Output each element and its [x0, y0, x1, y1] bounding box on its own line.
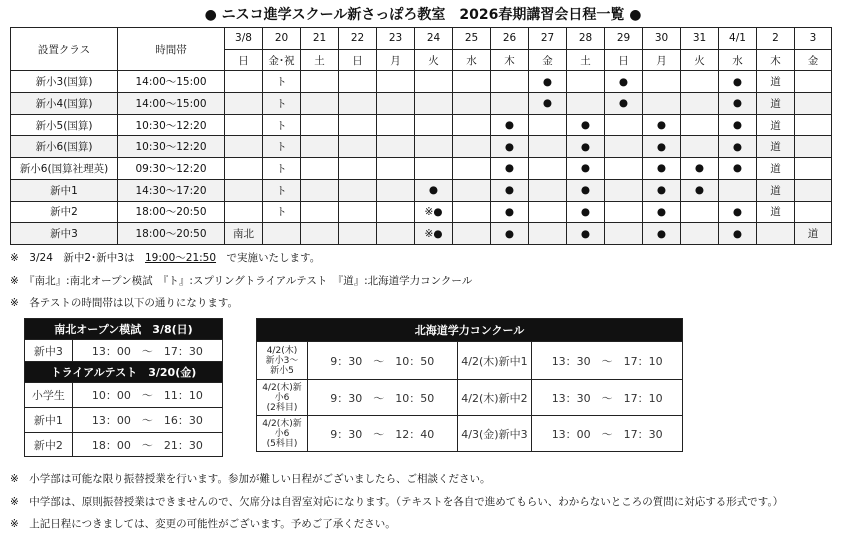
test-mark: ト: [263, 71, 301, 93]
test-mark: ト: [263, 158, 301, 180]
empty-cell: [605, 201, 643, 223]
header-date: 31: [681, 28, 719, 50]
time-cell: 13：30 ～ 17：10: [532, 380, 683, 416]
class-cell: 新小4(国算): [11, 93, 118, 115]
grade-date-line: 新小3～: [265, 355, 299, 366]
note-text: ※ 3/24 新中2･新中3は: [10, 252, 145, 264]
empty-cell: [605, 114, 643, 136]
grade-date-line: 小6: [274, 392, 290, 403]
empty-cell: [453, 136, 491, 158]
header-date: 21: [301, 28, 339, 50]
empty-cell: [415, 93, 453, 115]
empty-cell: [643, 93, 681, 115]
session-dot: ●: [643, 223, 681, 245]
class-cell: 新小6(国算社理英): [11, 158, 118, 180]
time-cell: 13：30 ～ 17：10: [532, 342, 683, 380]
note-elementary: ※ 小学部は可能な限り振替授業を行います。参加が難しい日程がございましたら、ご相談ください。: [10, 473, 491, 485]
grade-date-cell: [257, 416, 308, 452]
session-dot: ●: [491, 223, 529, 245]
header-date: 2: [757, 28, 795, 50]
header-weekday: 月: [643, 49, 681, 71]
header-date: 25: [453, 28, 491, 50]
note-change: ※ 上記日程につきましては、変更の可能性がございます。予めご了承ください。: [10, 518, 396, 530]
session-dot: ●: [529, 93, 567, 115]
test-mark: 道: [757, 158, 795, 180]
empty-cell: [681, 201, 719, 223]
empty-cell: [795, 114, 832, 136]
table-row: [11, 179, 832, 201]
session-dot: ●: [719, 136, 757, 158]
class-cell: 新中3: [11, 223, 118, 245]
table-row: [11, 71, 832, 93]
empty-cell: [377, 223, 415, 245]
empty-cell: [719, 179, 757, 201]
time-cell: 10:30～12:20: [118, 114, 225, 136]
empty-cell: [529, 158, 567, 180]
grade-date-cell: [257, 380, 308, 416]
empty-cell: [605, 223, 643, 245]
note-time-underlined: 19:00～21:50: [145, 252, 217, 264]
empty-cell: [681, 93, 719, 115]
header-weekday: 日: [339, 49, 377, 71]
doucon-header: 北海道学力コンクール: [257, 319, 683, 342]
time-cell: 18：00 ～ 21：30: [72, 433, 222, 457]
header-weekday: 火: [415, 49, 453, 71]
nanboku-trial-table: [24, 318, 223, 457]
empty-cell: [415, 136, 453, 158]
grade-date-cell: 4/3(金)新中3: [457, 416, 532, 452]
grade-cell: 新中2: [25, 433, 73, 457]
empty-cell: [301, 223, 339, 245]
empty-cell: [225, 93, 263, 115]
grade-date-line: (5科目): [266, 438, 298, 449]
session-dot: ●: [719, 223, 757, 245]
session-dot: ●: [491, 114, 529, 136]
empty-cell: [225, 179, 263, 201]
session-dot: ●: [567, 223, 605, 245]
empty-cell: [301, 136, 339, 158]
session-dot: ●: [491, 136, 529, 158]
empty-cell: [491, 93, 529, 115]
session-dot: ●: [567, 114, 605, 136]
header-date: 22: [339, 28, 377, 50]
header-weekday: 木: [491, 49, 529, 71]
header-time: 時間帯: [118, 28, 225, 71]
empty-cell: [453, 71, 491, 93]
empty-cell: [529, 114, 567, 136]
session-dot: ●: [415, 179, 453, 201]
time-cell: 18:00～20:50: [118, 223, 225, 245]
session-dot: ●: [567, 158, 605, 180]
note-legend: ※ 『南北』:南北オープン模試 『ト』:スプリングトライアルテスト 『道』:北海道学力コンクール: [10, 275, 473, 287]
time-cell: 13：00 ～ 17：30: [72, 340, 222, 362]
session-dot: ●: [567, 179, 605, 201]
empty-cell: [339, 114, 377, 136]
empty-cell: [225, 158, 263, 180]
session-dot: ●: [643, 114, 681, 136]
empty-cell: [605, 179, 643, 201]
table-row: [11, 93, 832, 115]
empty-cell: [339, 93, 377, 115]
empty-cell: [415, 114, 453, 136]
empty-cell: [301, 71, 339, 93]
header-date: 4/1: [719, 28, 757, 50]
class-cell: 新中1: [11, 179, 118, 201]
test-mark: 道: [757, 71, 795, 93]
doucon-table: [256, 318, 683, 452]
header-weekday: 日: [605, 49, 643, 71]
empty-cell: [301, 93, 339, 115]
empty-cell: [339, 158, 377, 180]
test-mark: 道: [757, 136, 795, 158]
empty-cell: [225, 114, 263, 136]
empty-cell: [415, 71, 453, 93]
empty-cell: [453, 158, 491, 180]
table-row: [11, 136, 832, 158]
session-dot: ●: [491, 201, 529, 223]
note-3-24: [10, 250, 320, 265]
session-dot: ●: [719, 71, 757, 93]
test-mark: ト: [263, 114, 301, 136]
empty-cell: [529, 136, 567, 158]
header-weekday: 金: [529, 49, 567, 71]
note-test-times: ※ 各テストの時間帯は以下の通りになります。: [10, 297, 239, 309]
test-mark: 南北: [225, 223, 263, 245]
class-cell: 新小5(国算): [11, 114, 118, 136]
time-cell: 13：00 ～ 17：30: [532, 416, 683, 452]
session-dot: ●: [567, 201, 605, 223]
grade-cell: 新中1: [25, 408, 73, 433]
time-cell: 9：30 ～ 12：40: [307, 416, 457, 452]
header-date: 23: [377, 28, 415, 50]
header-weekday: 木: [757, 49, 795, 71]
empty-cell: [681, 71, 719, 93]
empty-cell: [529, 179, 567, 201]
session-dot: ●: [681, 158, 719, 180]
grade-date-cell: 4/2(木)新中1: [457, 342, 532, 380]
empty-cell: [681, 223, 719, 245]
session-dot: ●: [719, 93, 757, 115]
header-weekday: 水: [453, 49, 491, 71]
header-weekday: 月: [377, 49, 415, 71]
grade-cell: 小学生: [25, 383, 73, 408]
test-mark: 道: [757, 93, 795, 115]
header-date: 28: [567, 28, 605, 50]
grade-date-line: (2科目): [266, 402, 298, 413]
header-weekday: 土: [301, 49, 339, 71]
empty-cell: [377, 158, 415, 180]
empty-cell: [681, 136, 719, 158]
time-cell: 13：00 ～ 16：30: [72, 408, 222, 433]
time-cell: 18:00～20:50: [118, 201, 225, 223]
empty-cell: [301, 179, 339, 201]
session-dot: ●: [643, 201, 681, 223]
grade-date-line: 新小5: [270, 365, 294, 376]
session-dot: ●: [719, 158, 757, 180]
session-dot: ●: [491, 179, 529, 201]
session-dot: ●: [719, 201, 757, 223]
table-row: [11, 114, 832, 136]
session-dot: ●: [643, 136, 681, 158]
time-cell: 14:30～17:20: [118, 179, 225, 201]
empty-cell: [415, 158, 453, 180]
header-date: 29: [605, 28, 643, 50]
empty-cell: [529, 201, 567, 223]
empty-cell: [339, 179, 377, 201]
empty-cell: [453, 179, 491, 201]
session-dot: ●: [567, 136, 605, 158]
session-dot: ●: [643, 179, 681, 201]
test-mark: 道: [795, 223, 832, 245]
empty-cell: [795, 93, 832, 115]
header-weekday: 火: [681, 49, 719, 71]
test-mark: ト: [263, 93, 301, 115]
header-weekday: 日: [225, 49, 263, 71]
empty-cell: [529, 223, 567, 245]
session-dot: ※●: [415, 223, 453, 245]
grade-cell: 新中3: [25, 340, 73, 362]
class-cell: 新小3(国算): [11, 71, 118, 93]
empty-cell: [681, 114, 719, 136]
test-mark: 道: [757, 114, 795, 136]
grade-date-line: 4/2(木)新: [262, 418, 302, 429]
session-dot: ●: [643, 158, 681, 180]
header-date: 20: [263, 28, 301, 50]
empty-cell: [339, 71, 377, 93]
empty-cell: [225, 71, 263, 93]
grade-date-cell: [257, 342, 308, 380]
empty-cell: [263, 223, 301, 245]
empty-cell: [795, 201, 832, 223]
grade-date-cell: 4/2(木)新中2: [457, 380, 532, 416]
test-mark: ト: [263, 136, 301, 158]
grade-date-line: 小6: [274, 428, 290, 439]
empty-cell: [377, 71, 415, 93]
empty-cell: [377, 136, 415, 158]
empty-cell: [301, 114, 339, 136]
time-cell: 14:00～15:00: [118, 93, 225, 115]
empty-cell: [339, 223, 377, 245]
header-date: 30: [643, 28, 681, 50]
nanboku-header: 南北オープン模試 3/8(日): [25, 319, 223, 340]
time-cell: 14:00～15:00: [118, 71, 225, 93]
empty-cell: [453, 223, 491, 245]
grade-date-line: 4/2(木): [266, 345, 298, 356]
empty-cell: [225, 136, 263, 158]
header-date: 26: [491, 28, 529, 50]
time-cell: 10:30～12:20: [118, 136, 225, 158]
empty-cell: [377, 114, 415, 136]
empty-cell: [795, 158, 832, 180]
table-row: [11, 223, 832, 245]
session-dot: ●: [719, 114, 757, 136]
empty-cell: [377, 179, 415, 201]
header-weekday: 金: [795, 49, 832, 71]
empty-cell: [453, 114, 491, 136]
page-title: ● ニスコ進学スクール新さっぽろ教室 2026春期講習会日程一覧 ●: [204, 7, 642, 23]
empty-cell: [795, 179, 832, 201]
empty-cell: [567, 93, 605, 115]
test-mark: ト: [263, 201, 301, 223]
empty-cell: [339, 201, 377, 223]
header-date: 27: [529, 28, 567, 50]
empty-cell: [491, 71, 529, 93]
time-cell: 9：30 ～ 10：50: [307, 342, 457, 380]
session-dot: ●: [605, 93, 643, 115]
test-mark: ト: [263, 179, 301, 201]
grade-date-line: 4/2(木)新: [262, 382, 302, 393]
trial-header: トライアルテスト 3/20(金): [25, 362, 223, 383]
header-date: 24: [415, 28, 453, 50]
empty-cell: [795, 71, 832, 93]
session-dot: ●: [605, 71, 643, 93]
empty-cell: [301, 158, 339, 180]
time-cell: 09:30～12:20: [118, 158, 225, 180]
empty-cell: [377, 93, 415, 115]
session-dot: ●: [529, 71, 567, 93]
empty-cell: [301, 201, 339, 223]
class-cell: 新小6(国算): [11, 136, 118, 158]
table-row: [11, 158, 832, 180]
session-dot: ●: [681, 179, 719, 201]
session-dot: ※●: [415, 201, 453, 223]
header-weekday: 金･祝: [263, 49, 301, 71]
header-class: 設置クラス: [11, 28, 118, 71]
empty-cell: [567, 71, 605, 93]
empty-cell: [225, 201, 263, 223]
empty-cell: [453, 201, 491, 223]
empty-cell: [795, 136, 832, 158]
schedule-table: [10, 27, 832, 245]
header-weekday: 土: [567, 49, 605, 71]
empty-cell: [377, 201, 415, 223]
session-dot: ●: [491, 158, 529, 180]
empty-cell: [605, 158, 643, 180]
note-text: で実施いたします。: [216, 252, 321, 264]
header-date: 3/8: [225, 28, 263, 50]
table-row: [11, 201, 832, 223]
time-cell: 10：00 ～ 11：10: [72, 383, 222, 408]
header-weekday: 水: [719, 49, 757, 71]
test-mark: 道: [757, 179, 795, 201]
empty-cell: [453, 93, 491, 115]
class-cell: 新中2: [11, 201, 118, 223]
note-junior-high: ※ 中学部は、原則振替授業はできませんので、欠席分は自習室対応になります。（テキストを各自で進めてもらい、わからないところの質問に対応する形式です。）: [10, 496, 784, 508]
test-mark: 道: [757, 201, 795, 223]
time-cell: 9：30 ～ 10：50: [307, 380, 457, 416]
empty-cell: [757, 223, 795, 245]
empty-cell: [605, 136, 643, 158]
header-date: 3: [795, 28, 832, 50]
empty-cell: [339, 136, 377, 158]
empty-cell: [643, 71, 681, 93]
